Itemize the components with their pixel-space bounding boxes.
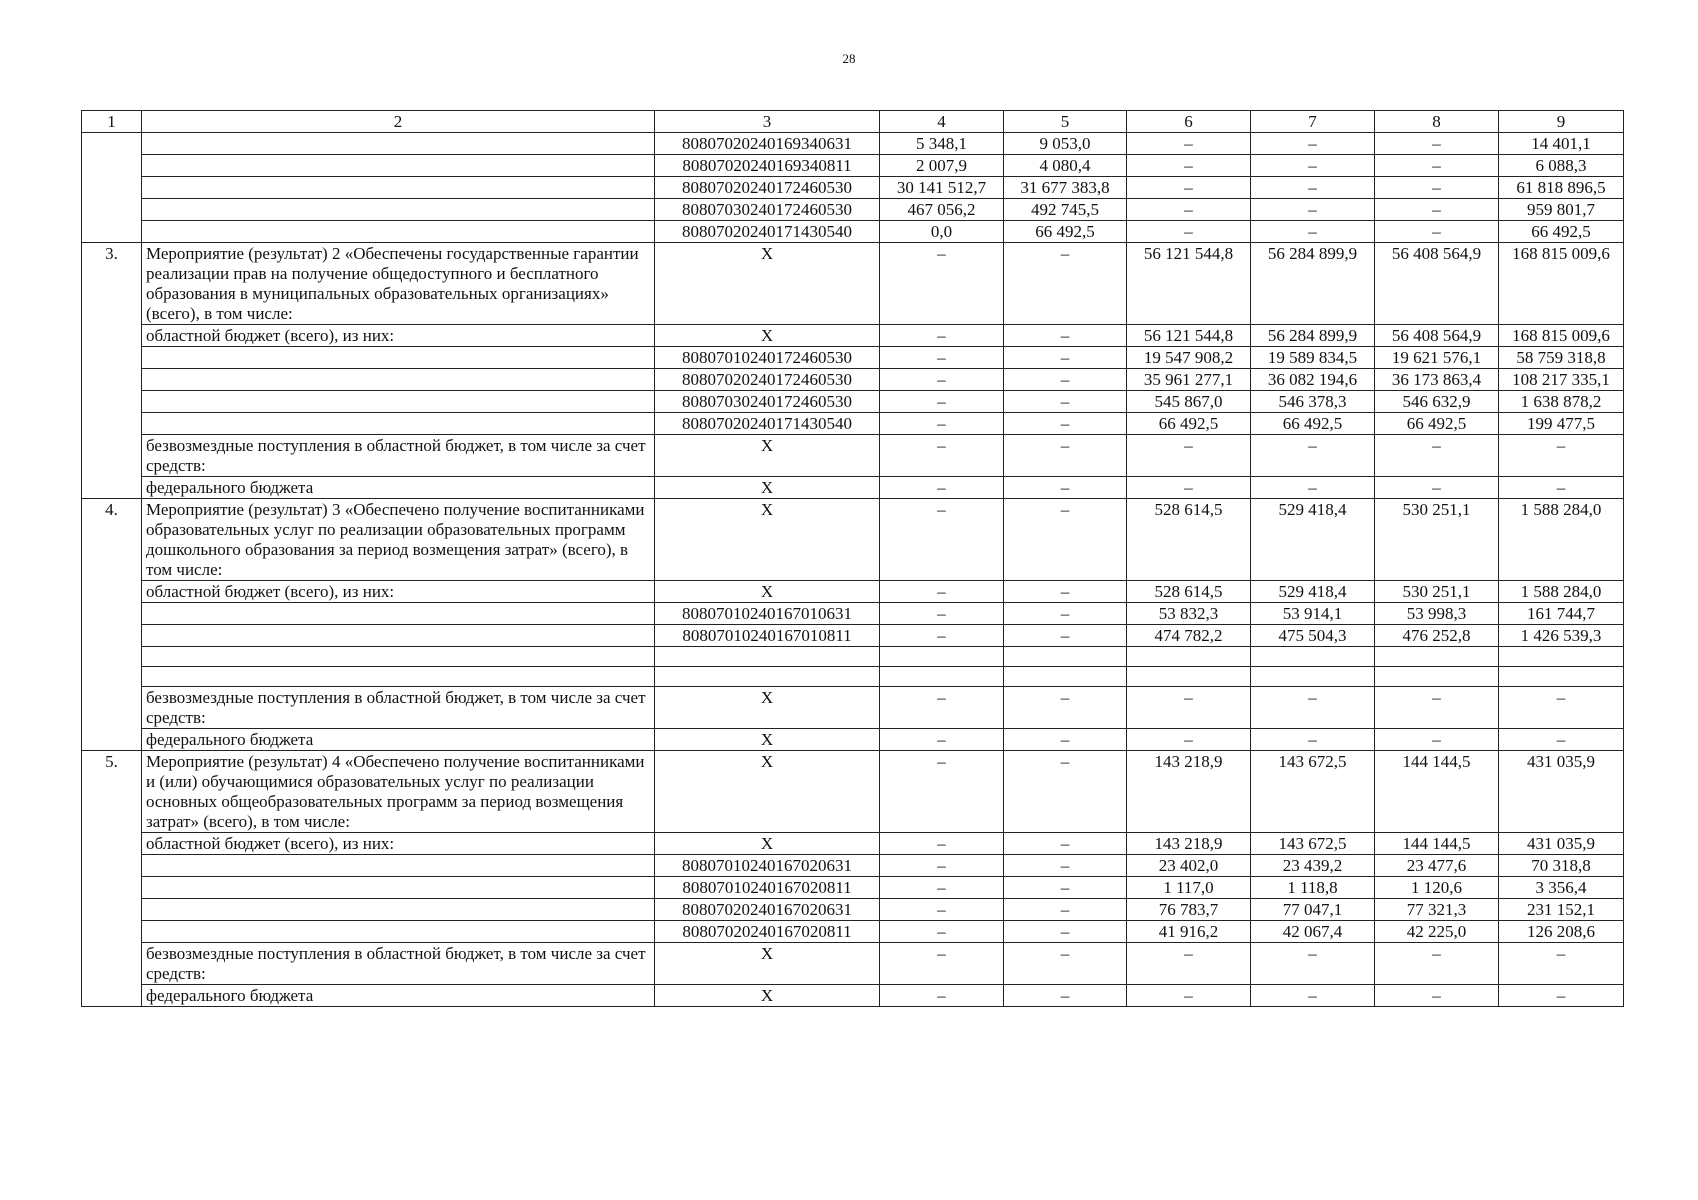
budget-code-cell: X	[655, 751, 880, 833]
budget-code-cell: X	[655, 477, 880, 499]
amount-cell-col5: –	[1004, 943, 1127, 985]
budget-code-cell: X	[655, 325, 880, 347]
amount-cell-col9: 231 152,1	[1499, 899, 1624, 921]
amount-cell-col7: 42 067,4	[1251, 921, 1375, 943]
amount-cell-col9: 168 815 009,6	[1499, 243, 1624, 325]
column-header: 6	[1127, 111, 1251, 133]
column-header: 3	[655, 111, 880, 133]
amount-cell-col6: –	[1127, 155, 1251, 177]
row-label-cell: федерального бюджета	[142, 985, 655, 1007]
amount-cell-col5: –	[1004, 435, 1127, 477]
table-row	[82, 943, 1624, 985]
table-row	[82, 413, 1624, 435]
amount-cell-col9: 168 815 009,6	[1499, 325, 1624, 347]
amount-cell-col6: 76 783,7	[1127, 899, 1251, 921]
budget-code-cell	[655, 667, 880, 687]
amount-cell-col5: –	[1004, 477, 1127, 499]
amount-cell-col4: –	[880, 603, 1004, 625]
amount-cell-col6	[1127, 667, 1251, 687]
amount-cell-col4: –	[880, 369, 1004, 391]
amount-cell-col9: 199 477,5	[1499, 413, 1624, 435]
amount-cell-col4: 0,0	[880, 221, 1004, 243]
amount-cell-col6: 528 614,5	[1127, 581, 1251, 603]
amount-cell-col5: –	[1004, 687, 1127, 729]
amount-cell-col5: –	[1004, 751, 1127, 833]
amount-cell-col6: –	[1127, 177, 1251, 199]
amount-cell-col6: 56 121 544,8	[1127, 325, 1251, 347]
budget-code-cell: X	[655, 243, 880, 325]
table-row	[82, 899, 1624, 921]
amount-cell-col4: 5 348,1	[880, 133, 1004, 155]
budget-code-cell: X	[655, 499, 880, 581]
amount-cell-col7: 77 047,1	[1251, 899, 1375, 921]
column-header: 7	[1251, 111, 1375, 133]
amount-cell-col5: –	[1004, 855, 1127, 877]
table-row	[82, 877, 1624, 899]
amount-cell-col9: 431 035,9	[1499, 833, 1624, 855]
row-label-cell	[142, 347, 655, 369]
row-label-cell	[142, 413, 655, 435]
amount-cell-col7	[1251, 647, 1375, 667]
row-number-cell: 3.	[82, 243, 142, 499]
amount-cell-col4: –	[880, 625, 1004, 647]
amount-cell-col4: –	[880, 499, 1004, 581]
row-number-cell: 5.	[82, 751, 142, 1007]
amount-cell-col4: –	[880, 943, 1004, 985]
amount-cell-col5: –	[1004, 325, 1127, 347]
table-row	[82, 325, 1624, 347]
amount-cell-col9: 61 818 896,5	[1499, 177, 1624, 199]
table-row	[82, 985, 1624, 1007]
amount-cell-col6: 474 782,2	[1127, 625, 1251, 647]
budget-code-cell: 80807020240172460530	[655, 177, 880, 199]
table-row	[82, 625, 1624, 647]
amount-cell-col4: –	[880, 985, 1004, 1007]
table-row	[82, 833, 1624, 855]
amount-cell-col4: –	[880, 581, 1004, 603]
amount-cell-col9: 1 588 284,0	[1499, 581, 1624, 603]
table-row	[82, 177, 1624, 199]
amount-cell-col8: 546 632,9	[1375, 391, 1499, 413]
amount-cell-col5: 4 080,4	[1004, 155, 1127, 177]
amount-cell-col6: –	[1127, 435, 1251, 477]
amount-cell-col7: –	[1251, 177, 1375, 199]
row-label-cell	[142, 855, 655, 877]
table-row	[82, 667, 1624, 687]
amount-cell-col5: –	[1004, 985, 1127, 1007]
amount-cell-col9: 58 759 318,8	[1499, 347, 1624, 369]
amount-cell-col6: –	[1127, 687, 1251, 729]
column-header: 8	[1375, 111, 1499, 133]
amount-cell-col9: 1 426 539,3	[1499, 625, 1624, 647]
amount-cell-col7: 56 284 899,9	[1251, 325, 1375, 347]
amount-cell-col7: 1 118,8	[1251, 877, 1375, 899]
amount-cell-col9: –	[1499, 435, 1624, 477]
row-label-cell: областной бюджет (всего), из них:	[142, 581, 655, 603]
amount-cell-col6: 528 614,5	[1127, 499, 1251, 581]
table-row	[82, 369, 1624, 391]
row-label-cell: безвозмездные поступления в областной бюджет, в том числе за счет средств:	[142, 943, 655, 985]
amount-cell-col5: –	[1004, 877, 1127, 899]
amount-cell-col8: –	[1375, 133, 1499, 155]
amount-cell-col4: 2 007,9	[880, 155, 1004, 177]
amount-cell-col7: 36 082 194,6	[1251, 369, 1375, 391]
amount-cell-col5	[1004, 647, 1127, 667]
row-label-cell: федерального бюджета	[142, 729, 655, 751]
amount-cell-col7: –	[1251, 435, 1375, 477]
table-row	[82, 751, 1624, 833]
amount-cell-col4: –	[880, 325, 1004, 347]
row-number-cell	[82, 133, 142, 243]
row-label-cell	[142, 369, 655, 391]
amount-cell-col7: 529 418,4	[1251, 499, 1375, 581]
amount-cell-col8: 530 251,1	[1375, 499, 1499, 581]
row-label-cell: федерального бюджета	[142, 477, 655, 499]
amount-cell-col8: –	[1375, 729, 1499, 751]
budget-code-cell: X	[655, 833, 880, 855]
amount-cell-col5: –	[1004, 391, 1127, 413]
amount-cell-col5: –	[1004, 243, 1127, 325]
table-row	[82, 243, 1624, 325]
amount-cell-col5: –	[1004, 625, 1127, 647]
amount-cell-col7: 546 378,3	[1251, 391, 1375, 413]
budget-code-cell: X	[655, 943, 880, 985]
amount-cell-col8	[1375, 647, 1499, 667]
row-label-cell	[142, 921, 655, 943]
amount-cell-col5: –	[1004, 833, 1127, 855]
amount-cell-col8: –	[1375, 477, 1499, 499]
amount-cell-col6: 66 492,5	[1127, 413, 1251, 435]
amount-cell-col8	[1375, 667, 1499, 687]
amount-cell-col5: –	[1004, 347, 1127, 369]
amount-cell-col9: 1 588 284,0	[1499, 499, 1624, 581]
amount-cell-col8: 19 621 576,1	[1375, 347, 1499, 369]
table-row	[82, 603, 1624, 625]
column-header: 4	[880, 111, 1004, 133]
row-label-cell	[142, 391, 655, 413]
amount-cell-col7: 66 492,5	[1251, 413, 1375, 435]
amount-cell-col8: 56 408 564,9	[1375, 243, 1499, 325]
amount-cell-col6: 19 547 908,2	[1127, 347, 1251, 369]
row-label-cell	[142, 877, 655, 899]
budget-code-cell: X	[655, 687, 880, 729]
amount-cell-col7: 19 589 834,5	[1251, 347, 1375, 369]
amount-cell-col5: –	[1004, 369, 1127, 391]
amount-cell-col7: 23 439,2	[1251, 855, 1375, 877]
row-label-cell	[142, 155, 655, 177]
amount-cell-col8: –	[1375, 155, 1499, 177]
row-label-cell	[142, 667, 655, 687]
table-row	[82, 729, 1624, 751]
column-header: 9	[1499, 111, 1624, 133]
amount-cell-col5: 31 677 383,8	[1004, 177, 1127, 199]
amount-cell-col7	[1251, 667, 1375, 687]
amount-cell-col4	[880, 667, 1004, 687]
amount-cell-col7: –	[1251, 155, 1375, 177]
amount-cell-col7: –	[1251, 687, 1375, 729]
amount-cell-col6: 53 832,3	[1127, 603, 1251, 625]
amount-cell-col8: 144 144,5	[1375, 833, 1499, 855]
column-header: 1	[82, 111, 142, 133]
amount-cell-col7: –	[1251, 729, 1375, 751]
row-label-cell	[142, 603, 655, 625]
amount-cell-col4: –	[880, 877, 1004, 899]
amount-cell-col8: –	[1375, 985, 1499, 1007]
row-label-cell: безвозмездные поступления в областной бюджет, в том числе за счет средств:	[142, 687, 655, 729]
row-label-cell: безвозмездные поступления в областной бюджет, в том числе за счет средств:	[142, 435, 655, 477]
amount-cell-col8: 476 252,8	[1375, 625, 1499, 647]
amount-cell-col6: 545 867,0	[1127, 391, 1251, 413]
table-row	[82, 581, 1624, 603]
amount-cell-col7: 475 504,3	[1251, 625, 1375, 647]
amount-cell-col7: –	[1251, 221, 1375, 243]
amount-cell-col5: 66 492,5	[1004, 221, 1127, 243]
budget-code-cell: 80807030240172460530	[655, 199, 880, 221]
amount-cell-col6: –	[1127, 477, 1251, 499]
amount-cell-col4: –	[880, 687, 1004, 729]
budget-code-cell: 80807010240167020631	[655, 855, 880, 877]
budget-code-cell: 80807010240167010631	[655, 603, 880, 625]
row-label-cell	[142, 625, 655, 647]
budget-code-cell: 80807020240167020631	[655, 899, 880, 921]
amount-cell-col8: 66 492,5	[1375, 413, 1499, 435]
table-row	[82, 435, 1624, 477]
amount-cell-col4: –	[880, 855, 1004, 877]
amount-cell-col4: –	[880, 413, 1004, 435]
amount-cell-col6: 35 961 277,1	[1127, 369, 1251, 391]
amount-cell-col6: 143 218,9	[1127, 833, 1251, 855]
budget-code-cell: 80807010240172460530	[655, 347, 880, 369]
amount-cell-col5: –	[1004, 581, 1127, 603]
amount-cell-col8: –	[1375, 687, 1499, 729]
amount-cell-col7: –	[1251, 943, 1375, 985]
budget-table	[81, 110, 1624, 1007]
budget-code-cell: 80807020240169340811	[655, 155, 880, 177]
budget-code-cell: 80807010240167020811	[655, 877, 880, 899]
row-label-cell: областной бюджет (всего), из них:	[142, 325, 655, 347]
amount-cell-col8: –	[1375, 221, 1499, 243]
row-label-cell	[142, 133, 655, 155]
amount-cell-col9: 3 356,4	[1499, 877, 1624, 899]
row-label-cell	[142, 221, 655, 243]
amount-cell-col7: 56 284 899,9	[1251, 243, 1375, 325]
amount-cell-col4: –	[880, 899, 1004, 921]
amount-cell-col5: 9 053,0	[1004, 133, 1127, 155]
amount-cell-col5: –	[1004, 729, 1127, 751]
amount-cell-col4: –	[880, 243, 1004, 325]
budget-code-cell: 80807020240167020811	[655, 921, 880, 943]
budget-code-cell: X	[655, 729, 880, 751]
table-row	[82, 391, 1624, 413]
row-label-cell	[142, 199, 655, 221]
budget-code-cell: X	[655, 985, 880, 1007]
amount-cell-col6: –	[1127, 729, 1251, 751]
amount-cell-col4: –	[880, 921, 1004, 943]
amount-cell-col7: –	[1251, 477, 1375, 499]
budget-code-cell: 80807020240171430540	[655, 413, 880, 435]
amount-cell-col7: –	[1251, 199, 1375, 221]
table-row	[82, 477, 1624, 499]
table-row	[82, 499, 1624, 581]
amount-cell-col6: 41 916,2	[1127, 921, 1251, 943]
amount-cell-col6	[1127, 647, 1251, 667]
amount-cell-col9: 431 035,9	[1499, 751, 1624, 833]
budget-code-cell: X	[655, 435, 880, 477]
row-label-cell: Мероприятие (результат) 2 «Обеспечены государственные гарантии реализации прав на получение общедоступного и бесплатного образования в муниципальных образовательных организациях» (всего), в том числе:	[142, 243, 655, 325]
amount-cell-col7: –	[1251, 133, 1375, 155]
row-label-cell	[142, 899, 655, 921]
amount-cell-col6: 56 121 544,8	[1127, 243, 1251, 325]
amount-cell-col4: –	[880, 347, 1004, 369]
amount-cell-col7: 143 672,5	[1251, 751, 1375, 833]
row-label-cell	[142, 177, 655, 199]
amount-cell-col9: –	[1499, 687, 1624, 729]
amount-cell-col4: –	[880, 729, 1004, 751]
amount-cell-col8: 1 120,6	[1375, 877, 1499, 899]
amount-cell-col7: 529 418,4	[1251, 581, 1375, 603]
row-label-cell: областной бюджет (всего), из них:	[142, 833, 655, 855]
amount-cell-col9: 108 217 335,1	[1499, 369, 1624, 391]
amount-cell-col9: 70 318,8	[1499, 855, 1624, 877]
table-row	[82, 155, 1624, 177]
amount-cell-col7: 143 672,5	[1251, 833, 1375, 855]
budget-code-cell: 80807020240172460530	[655, 369, 880, 391]
row-number-cell: 4.	[82, 499, 142, 751]
budget-code-cell: X	[655, 581, 880, 603]
column-header: 2	[142, 111, 655, 133]
table-row	[82, 347, 1624, 369]
amount-cell-col4: 30 141 512,7	[880, 177, 1004, 199]
amount-cell-col5: –	[1004, 899, 1127, 921]
table-row	[82, 687, 1624, 729]
table-row	[82, 921, 1624, 943]
amount-cell-col8: 42 225,0	[1375, 921, 1499, 943]
amount-cell-col6: 1 117,0	[1127, 877, 1251, 899]
amount-cell-col6: –	[1127, 221, 1251, 243]
amount-cell-col8: –	[1375, 177, 1499, 199]
amount-cell-col4: –	[880, 751, 1004, 833]
amount-cell-col9: 66 492,5	[1499, 221, 1624, 243]
budget-code-cell: 80807030240172460530	[655, 391, 880, 413]
amount-cell-col6: 143 218,9	[1127, 751, 1251, 833]
amount-cell-col8: 530 251,1	[1375, 581, 1499, 603]
table-row	[82, 133, 1624, 155]
amount-cell-col9: –	[1499, 943, 1624, 985]
amount-cell-col8: 144 144,5	[1375, 751, 1499, 833]
column-header: 5	[1004, 111, 1127, 133]
amount-cell-col4: –	[880, 435, 1004, 477]
amount-cell-col9: –	[1499, 477, 1624, 499]
table-row	[82, 855, 1624, 877]
amount-cell-col5: –	[1004, 413, 1127, 435]
column-header-row	[82, 111, 1624, 133]
amount-cell-col8: 23 477,6	[1375, 855, 1499, 877]
page-number: 28	[842, 51, 856, 66]
amount-cell-col9: 959 801,7	[1499, 199, 1624, 221]
amount-cell-col9: 14 401,1	[1499, 133, 1624, 155]
amount-cell-col5: –	[1004, 603, 1127, 625]
amount-cell-col9: 161 744,7	[1499, 603, 1624, 625]
amount-cell-col9	[1499, 667, 1624, 687]
amount-cell-col7: 53 914,1	[1251, 603, 1375, 625]
amount-cell-col5	[1004, 667, 1127, 687]
amount-cell-col5: –	[1004, 499, 1127, 581]
table-row	[82, 199, 1624, 221]
amount-cell-col5: 492 745,5	[1004, 199, 1127, 221]
amount-cell-col4	[880, 647, 1004, 667]
amount-cell-col9: 126 208,6	[1499, 921, 1624, 943]
budget-code-cell	[655, 647, 880, 667]
amount-cell-col6: –	[1127, 199, 1251, 221]
budget-code-cell: 80807020240171430540	[655, 221, 880, 243]
table-row	[82, 647, 1624, 667]
amount-cell-col5: –	[1004, 921, 1127, 943]
amount-cell-col9: –	[1499, 729, 1624, 751]
row-label-cell	[142, 647, 655, 667]
row-label-cell: Мероприятие (результат) 3 «Обеспечено получение воспитанниками образовательных услуг по реализации образовательных программ дошкольного образования за период возмещения затрат» (всего), в том числе:	[142, 499, 655, 581]
amount-cell-col8: –	[1375, 199, 1499, 221]
amount-cell-col4: –	[880, 391, 1004, 413]
amount-cell-col4: –	[880, 477, 1004, 499]
amount-cell-col4: –	[880, 833, 1004, 855]
amount-cell-col6: 23 402,0	[1127, 855, 1251, 877]
amount-cell-col6: –	[1127, 133, 1251, 155]
amount-cell-col6: –	[1127, 985, 1251, 1007]
amount-cell-col8: –	[1375, 943, 1499, 985]
amount-cell-col9: –	[1499, 985, 1624, 1007]
amount-cell-col8: 36 173 863,4	[1375, 369, 1499, 391]
amount-cell-col4: 467 056,2	[880, 199, 1004, 221]
amount-cell-col7: –	[1251, 985, 1375, 1007]
amount-cell-col8: 77 321,3	[1375, 899, 1499, 921]
amount-cell-col8: 56 408 564,9	[1375, 325, 1499, 347]
budget-code-cell: 80807020240169340631	[655, 133, 880, 155]
amount-cell-col9: 1 638 878,2	[1499, 391, 1624, 413]
budget-code-cell: 80807010240167010811	[655, 625, 880, 647]
amount-cell-col9: 6 088,3	[1499, 155, 1624, 177]
amount-cell-col6: –	[1127, 943, 1251, 985]
row-label-cell: Мероприятие (результат) 4 «Обеспечено получение воспитанниками и (или) обучающимися образовательных услуг по реализации основных общеобразовательных программ за период возмещения затрат» (всего), в том числе:	[142, 751, 655, 833]
amount-cell-col9	[1499, 647, 1624, 667]
amount-cell-col8: –	[1375, 435, 1499, 477]
amount-cell-col8: 53 998,3	[1375, 603, 1499, 625]
table-row	[82, 221, 1624, 243]
